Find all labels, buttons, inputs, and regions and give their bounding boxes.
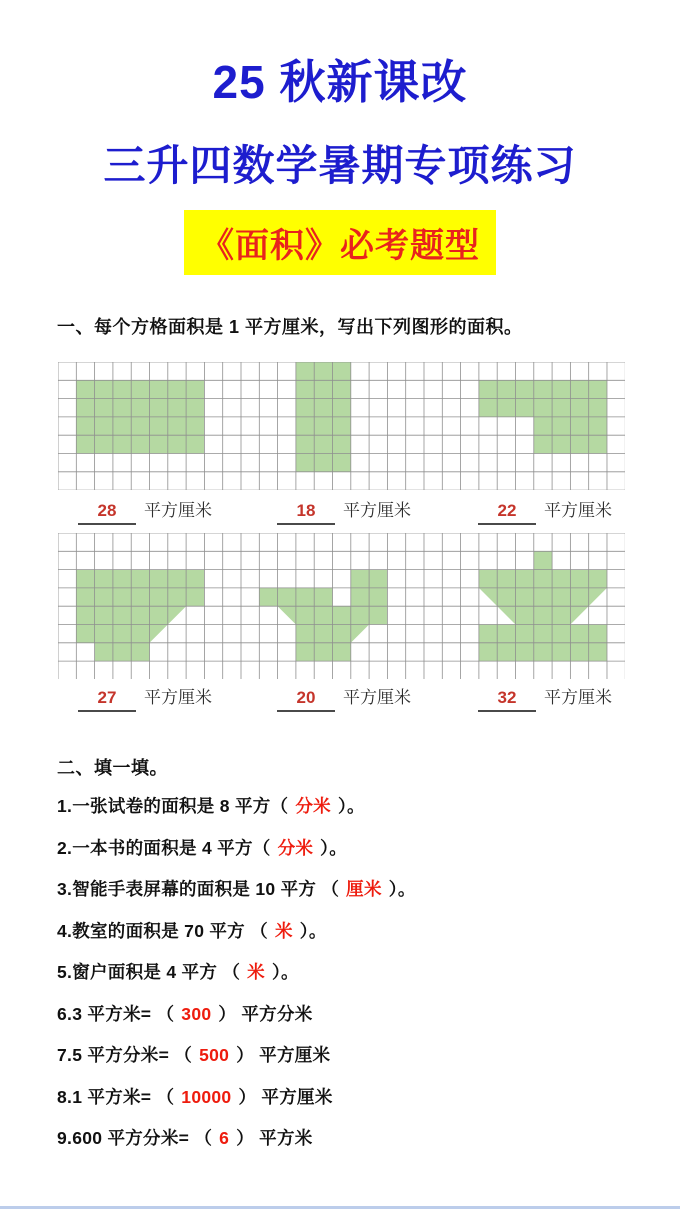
question-text: ）。 <box>271 962 299 982</box>
area-unit-label: 平方厘米 <box>544 688 612 707</box>
area-label <box>78 683 212 712</box>
question-text: 5.窗户面积是 4 平方 （ <box>57 962 241 982</box>
question-line <box>57 1084 657 1126</box>
question-line <box>57 959 657 1001</box>
question-text: 7.5 平方分米= （ <box>57 1045 193 1065</box>
answer-text: 厘米 <box>346 879 382 899</box>
area-label <box>277 496 411 525</box>
question-line <box>57 1001 657 1043</box>
area-unit-label: 平方厘米 <box>343 688 411 707</box>
grid-canvas <box>58 533 625 679</box>
title-line2: 三升四数学暑期专项练习 <box>103 142 577 189</box>
answer-text: 分米 <box>295 796 331 816</box>
question-text: 1.一张试卷的面积是 8 平方（ <box>57 796 289 816</box>
area-answer-value: 32 <box>478 688 536 712</box>
square-grid-2 <box>58 533 625 679</box>
topic-badge: 《面积》必考题型 <box>184 210 496 275</box>
question-text: 6.3 平方米= （ <box>57 1003 175 1024</box>
question-line <box>57 876 657 918</box>
grid-canvas <box>58 362 625 490</box>
question-text: ）。 <box>320 837 348 858</box>
question-text: 8.1 平方米= （ <box>57 1086 175 1107</box>
question-text: ）。 <box>299 920 327 941</box>
question-line <box>57 793 657 835</box>
area-answer-value: 27 <box>78 688 136 712</box>
shaded-shape-area-20 <box>259 570 387 661</box>
answer-text: 分米 <box>277 837 314 858</box>
area-answer-value: 18 <box>277 501 335 525</box>
area-answer-value: 22 <box>478 501 536 525</box>
question-text: 2.一本书的面积是 4 平方（ <box>57 837 271 858</box>
section1-title: 一、每个方格面积是 1 平方厘米，写出下列图形的面积。 <box>57 317 523 337</box>
answer-text: 米 <box>247 962 265 982</box>
question-text: ）。 <box>388 879 416 899</box>
question-text: ） 平方米 <box>236 1128 313 1148</box>
area-unit-label: 平方厘米 <box>544 501 612 520</box>
answer-text: 6 <box>219 1128 230 1148</box>
question-text: 3.智能手表屏幕的面积是 10 平方 （ <box>57 879 340 899</box>
area-answer-value: 20 <box>277 688 335 712</box>
square-grid-1 <box>58 362 625 490</box>
area-label <box>78 496 212 525</box>
question-text: ）。 <box>337 796 365 816</box>
area-labels-row2 <box>0 683 680 709</box>
question-text: 9.600 平方分米= （ <box>57 1128 213 1148</box>
title-line1: 25 秋新课改 <box>212 56 468 108</box>
answer-text: 米 <box>274 920 293 941</box>
question-text: ） 平方厘米 <box>238 1086 333 1107</box>
area-label <box>277 683 411 712</box>
area-label <box>478 683 612 712</box>
shaded-shape-area-27 <box>76 570 204 661</box>
question-text: 4.教室的面积是 70 平方 （ <box>57 920 268 941</box>
area-unit-label: 平方厘米 <box>144 688 212 707</box>
answer-text: 500 <box>199 1045 230 1065</box>
question-line <box>57 1125 657 1167</box>
area-unit-label: 平方厘米 <box>343 501 411 520</box>
question-line <box>57 918 657 960</box>
highlight-badge-row <box>0 210 680 275</box>
area-answer-value: 28 <box>78 501 136 525</box>
area-labels-row1 <box>0 496 680 522</box>
question-text: ） 平方厘米 <box>236 1045 331 1065</box>
fill-in-questions <box>57 793 657 1167</box>
section2-title: 二、填一填。 <box>57 758 168 778</box>
area-unit-label: 平方厘米 <box>144 501 212 520</box>
answer-text: 300 <box>181 1003 212 1024</box>
question-text: ） 平方分米 <box>218 1003 313 1024</box>
area-label <box>478 496 612 525</box>
answer-text: 10000 <box>181 1086 232 1107</box>
question-line <box>57 835 657 877</box>
question-line <box>57 1042 657 1084</box>
